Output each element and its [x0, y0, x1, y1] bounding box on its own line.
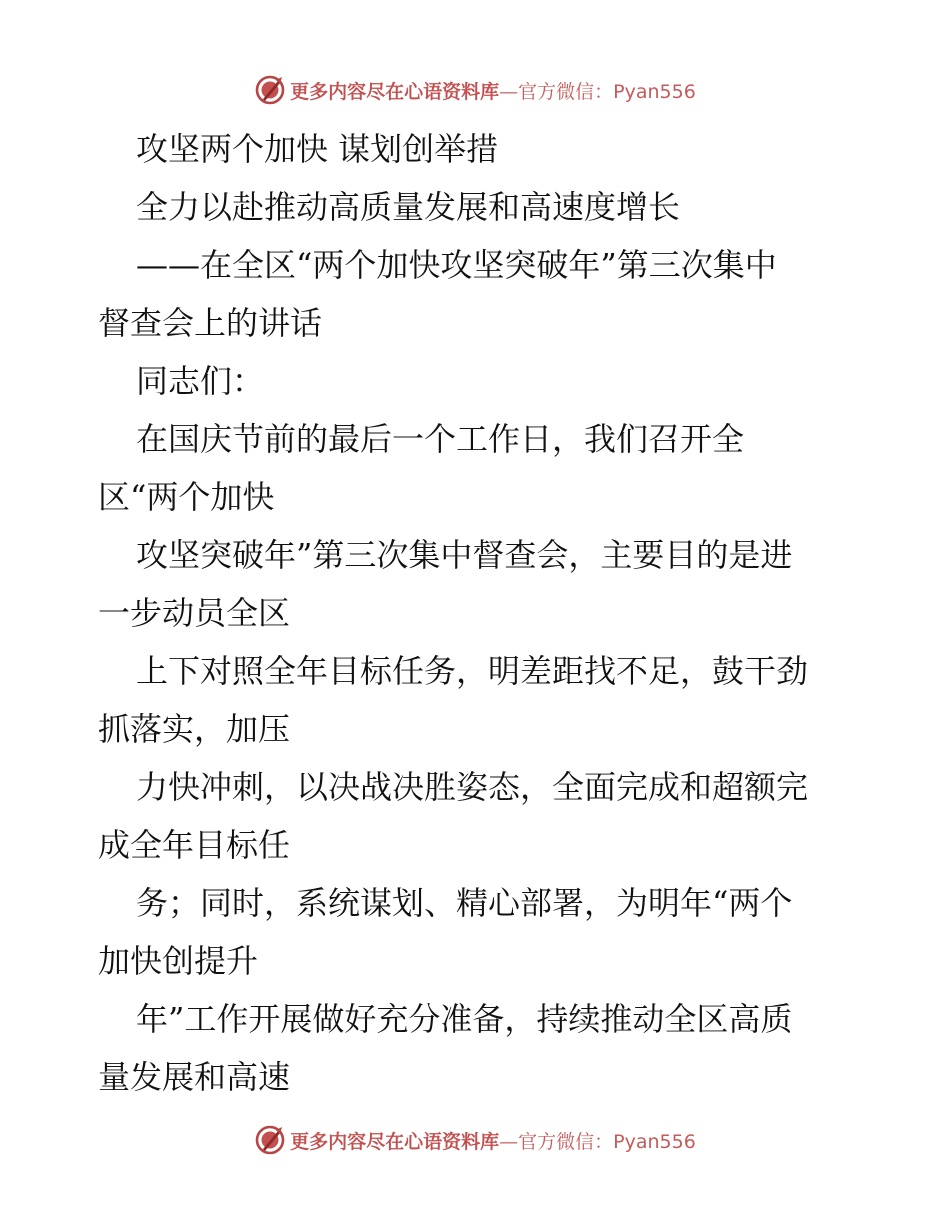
quill-seal-icon: [254, 1124, 286, 1156]
paragraph-line: 加快创提升: [98, 942, 259, 980]
doc-title: 攻坚两个加快 谋划创举措: [136, 130, 499, 168]
doc-subtitle: 全力以赴推动高质量发展和高速度增长: [136, 188, 681, 226]
doc-subtitle-occasion: ——在全区“两个加快攻坚突破年”第三次集中: [136, 246, 777, 284]
banner-brand: 更多内容尽在心语资料库: [290, 80, 500, 103]
paragraph-line: 在国庆节前的最后一个工作日，我们召开全: [136, 420, 745, 458]
doc-subtitle-occasion-cont: 督查会上的讲话: [98, 304, 323, 342]
document-body: [98, 120, 858, 1106]
banner-wechat: 官方微信：Pyan556: [518, 1130, 696, 1153]
banner-brand: 更多内容尽在心语资料库: [290, 1130, 500, 1153]
banner-wechat: 官方微信：Pyan556: [518, 80, 696, 103]
footer-banner: [0, 1118, 950, 1162]
header-banner: [0, 68, 950, 112]
paragraph-line: 区“两个加快: [98, 478, 275, 516]
paragraph-line: 量发展和高速: [98, 1058, 291, 1096]
banner-text: [290, 77, 696, 104]
paragraph-line: 年”工作开展做好充分准备，持续推动全区高质: [136, 1000, 793, 1038]
paragraph-line: 上下对照全年目标任务，明差距找不足，鼓干劲: [136, 652, 809, 690]
paragraph-line: 抓落实，加压: [98, 710, 291, 748]
paragraph-line: 攻坚突破年”第三次集中督查会，主要目的是进: [136, 536, 793, 574]
banner-dash: —: [499, 80, 519, 103]
doc-salutation: 同志们：: [136, 362, 265, 400]
quill-seal-icon: [254, 74, 286, 106]
banner-text: [290, 1127, 696, 1154]
paragraph-line: 力快冲刺，以决战决胜姿态，全面完成和超额完: [136, 768, 809, 806]
paragraph-line: 成全年目标任: [98, 826, 291, 864]
banner-dash: —: [499, 1130, 519, 1153]
paragraph-line: 一步动员全区: [98, 594, 291, 632]
paragraph-line: 务；同时，系统谋划、精心部署，为明年“两个: [136, 884, 793, 922]
